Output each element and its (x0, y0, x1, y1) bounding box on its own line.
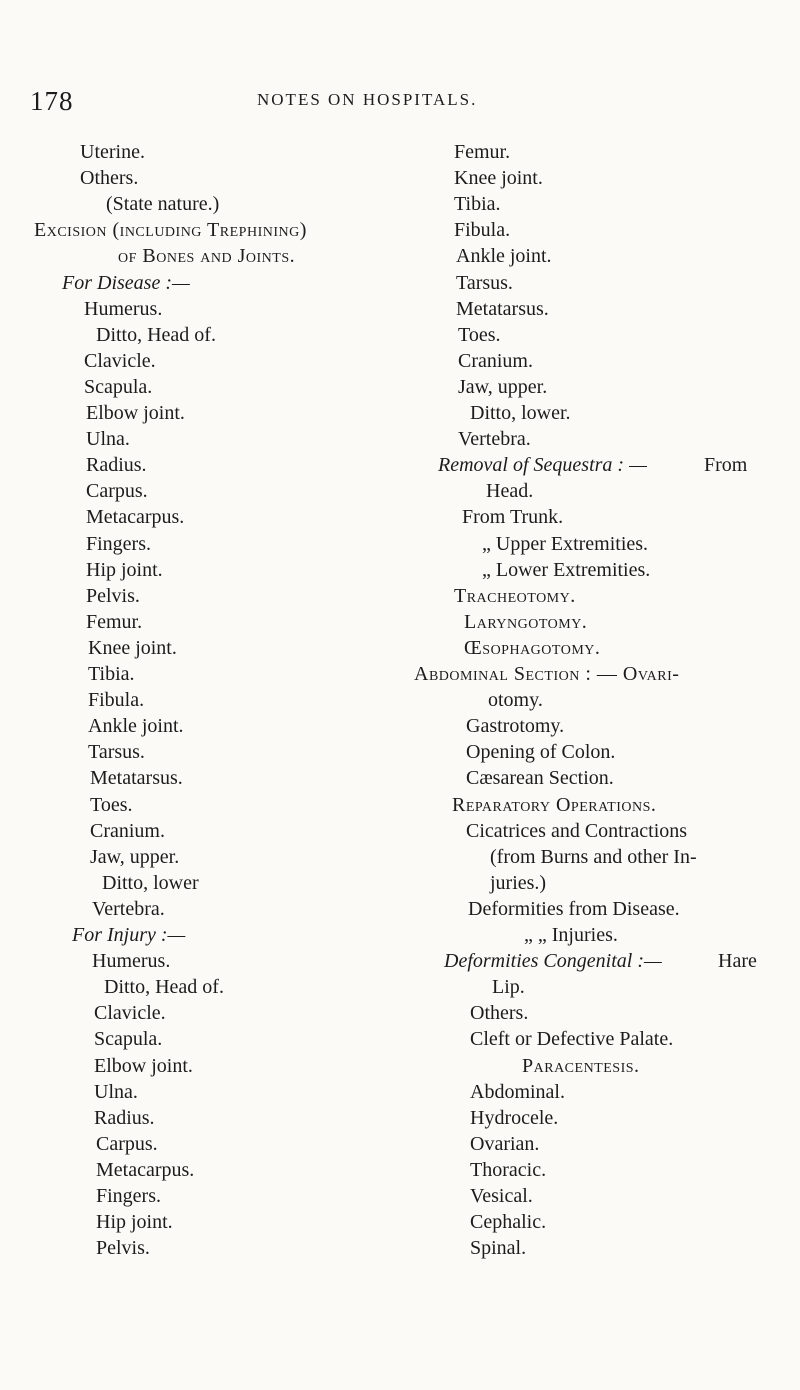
text-line: Toes. (458, 323, 501, 346)
text-line: From Trunk. (462, 506, 564, 529)
text-line: Vertebra. (92, 897, 165, 920)
text-line: Others. (80, 167, 139, 190)
text-line: Ankle joint. (456, 245, 552, 268)
text-line: of Bones and Joints. (118, 245, 296, 268)
text-line: Ditto, Head of. (96, 323, 216, 346)
text-line: Gastrotomy. (466, 715, 565, 738)
text-line: From (704, 454, 748, 477)
text-line: Tibia. (454, 193, 501, 216)
text-line: Elbow joint. (94, 1054, 193, 1077)
text-line: Ditto, Head of. (104, 976, 224, 999)
text-line: (from Burns and other In- (490, 845, 697, 868)
text-line: Fingers. (86, 532, 151, 555)
text-line: Cleft or Defective Palate. (470, 1028, 674, 1051)
running-title: NOTES ON HOSPITALS. (257, 90, 478, 109)
text-line: Scapula. (84, 375, 153, 398)
text-line: Vertebra. (458, 428, 531, 451)
text-line: Hip joint. (86, 558, 163, 581)
text-line: Laryngotomy. (464, 610, 588, 633)
text-line: Opening of Colon. (466, 741, 616, 764)
text-line: Fingers. (96, 1185, 161, 1207)
text-line: Vesical. (470, 1185, 533, 1207)
text-line: „ „ Injuries. (524, 924, 618, 946)
text-line: juries.) (490, 871, 547, 894)
text-line: Hare (718, 950, 757, 973)
text-line: Metacarpus. (86, 506, 185, 529)
text-line: Ankle joint. (88, 715, 184, 738)
text-line: For Disease :— (62, 271, 190, 294)
text-line: Jaw, upper. (90, 845, 180, 868)
text-line: Hydrocele. (470, 1106, 559, 1129)
text-line: Femur. (86, 610, 143, 633)
text-line: Carpus. (96, 1132, 158, 1155)
text-line: Tracheotomy. (454, 584, 576, 607)
text-line: Fibula. (88, 689, 145, 712)
text-line: „ Lower Extremities. (482, 558, 651, 581)
text-line: Humerus. (92, 950, 171, 973)
text-line: Hip joint. (96, 1211, 173, 1234)
text-line: Ditto, lower. (470, 402, 571, 424)
text-line: Toes. (90, 793, 133, 816)
text-line: Abdominal. (470, 1080, 565, 1103)
text-line: Radius. (86, 454, 147, 477)
text-line: Metacarpus. (96, 1158, 195, 1181)
text-line: Removal of Sequestra : — (438, 454, 647, 477)
text-line: Cæsarean Section. (466, 767, 614, 790)
text-line: Pelvis. (96, 1237, 150, 1260)
text-line: Cephalic. (470, 1211, 547, 1234)
text-line: Fibula. (454, 219, 511, 242)
text-line: Clavicle. (94, 1002, 166, 1025)
text-line: otomy. (488, 689, 543, 712)
text-line: Others. (470, 1002, 529, 1025)
text-line: Elbow joint. (86, 402, 185, 424)
text-line: Paracentesis. (522, 1054, 640, 1077)
text-line: Radius. (94, 1106, 155, 1129)
text-line: Tarsus. (88, 741, 145, 764)
text-line: Excision (including Trephining) (34, 219, 307, 242)
text-line: Tibia. (88, 663, 135, 685)
text-line: Carpus. (86, 480, 148, 503)
text-line: Ditto, lower (102, 871, 199, 894)
text-line: Clavicle. (84, 349, 156, 372)
text-line: Cranium. (458, 349, 533, 372)
text-line: Scapula. (94, 1028, 163, 1051)
text-line: Cicatrices and Contractions (466, 819, 688, 842)
text-line: Deformities from Disease. (468, 897, 680, 920)
text-line: „ Upper Extremities. (482, 532, 649, 555)
text-line: Thoracic. (470, 1158, 547, 1181)
text-line: Reparatory Operations. (452, 793, 657, 816)
text-line: Pelvis. (86, 584, 140, 607)
text-line: Metatarsus. (90, 767, 183, 790)
text-line: Knee joint. (88, 636, 177, 659)
text-line: Deformities Congenital :— (444, 950, 662, 973)
text-line: (State nature.) (106, 193, 220, 216)
text-line: Ovarian. (470, 1132, 540, 1155)
text-line: Abdominal Section : — Ovari- (414, 663, 680, 685)
text-line: Uterine. (80, 141, 145, 163)
text-line: Knee joint. (454, 167, 543, 190)
text-line: Ulna. (94, 1080, 138, 1103)
text-line: Jaw, upper. (458, 375, 548, 398)
text-line: Tarsus. (456, 271, 513, 294)
text-line: Femur. (454, 141, 511, 163)
page-number: 178 (30, 86, 74, 116)
text-line: Head. (486, 480, 534, 503)
text-line: For Injury :— (72, 924, 186, 946)
text-line: Humerus. (84, 297, 163, 320)
text-line: Metatarsus. (456, 297, 549, 320)
text-line: Lip. (492, 976, 525, 999)
text-line: Ulna. (86, 428, 130, 451)
text-line: Œsophagotomy. (464, 636, 601, 659)
text-line: Spinal. (470, 1237, 527, 1260)
text-line: Cranium. (90, 819, 165, 842)
